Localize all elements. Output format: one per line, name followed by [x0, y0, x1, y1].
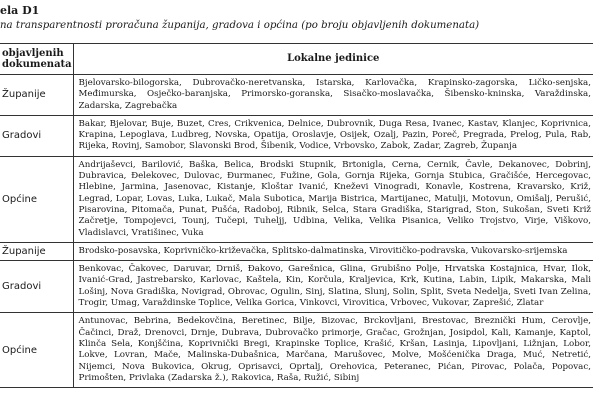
- table-row: [0, 75, 593, 116]
- table-row: [0, 313, 593, 388]
- table-row: [0, 261, 593, 313]
- table-row: [0, 115, 593, 156]
- row-category: Općine: [0, 313, 73, 388]
- table-title: ela D1: [0, 4, 40, 17]
- header-documents-line2: dokumenata: [2, 59, 72, 70]
- table-row: [0, 242, 593, 260]
- row-units: Andrijaševci, Barilović, Baška, Belica, Brodski Stupnik, Brtonigla, Cerna, Cernik, Čavle, Dekanovec, Dobrinj, Dubravica, Đelekovec, Dulovac, Đurmanec, Fužine, Gola, Gornja Rijeka, Gornja Stubica, Gračišće, Hercegovac, Hlebine, Jarmina, Jasenovac, Kistanje, Kloštar Ivanić, Kneževi Vinogradi, Konavle, Kostrena, Kravarsko, Križ, Legrad, Lopar, Lovas, Luka, Lukač, Mala Subotica, Marija Bistrica, Martijanec, Matulji, Motovun, Omišalj, Perušić, Pisarovina, Pitomača, Punat, Pušća, Radoboj, Ribnik, Selca, Stara Gradiška, Starigrad, Ston, Sukošan, Sveti Križ Začretje, Tompojevci, Tounj, Tučepi, Tuheljj, Udbina, Velika, Velika Pisanica, Veliko Trojstvo, Virje, Viškovo, Vladislavci, Vratišinec, Vuka: [73, 156, 593, 242]
- row-units: Bakar, Bjelovar, Buje, Buzet, Cres, Crikvenica, Delnice, Dubrovnik, Duga Resa, Ivanec, Kastav, Klanjec, Koprivnica, Krapina, Lepoglava, Ludbreg, Novska, Opatija, Oroslavje, Osijek, Ozalj, Pazin, Poreč, Pregrada, Prelog, Pula, Rab, Rijeka, Rovinj, Samobor, Slavonski Brod, Šibenik, Vodice, Vrbovsko, Zabok, Zadar, Zagreb, Županja: [73, 115, 593, 156]
- transparency-table: [0, 43, 593, 388]
- table-header-row: [0, 44, 593, 75]
- row-category: Županije: [0, 75, 73, 116]
- row-units: Benkovac, Čakovec, Daruvar, Drniš, Đakovo, Garešnica, Glina, Grubišno Polje, Hrvatska Kostajnica, Hvar, Ilok, Ivanić-Grad, Jastrebarsko, Karlovac, Kaštela, Kin, Korčula, Kraljevica, Krk, Kutina, Labin, Lipik, Makarska, Mali Lošinj, Nova Gradiška, Novigrad, Obrovac, Ogulin, Sinj, Slatina, Slunj, Solin, Split, Sveta Nedelja, Sveti Ivan Zelina, Trogir, Umag, Varaždinske Toplice, Velika Gorica, Vinkovci, Virovitica, Vrbovec, Vukovar, Zaprešić, Zlatar: [73, 261, 593, 313]
- row-units: Bjelovarsko-bilogorska, Dubrovačko-neretvanska, Istarska, Karlovačka, Krapinsko-zagorska, Ličko-senjska, Međimurska, Osječko-baranjska, Primorsko-goranska, Sisačko-moslavačka, Šibensko-kninska, Varaždinska, Zadarska, Zagrebačka: [73, 75, 593, 116]
- row-category: Općine: [0, 156, 73, 242]
- row-category: Gradovi: [0, 115, 73, 156]
- header-documents: [0, 44, 73, 75]
- table-row: [0, 156, 593, 242]
- row-category: Gradovi: [0, 261, 73, 313]
- row-units: Antunovac, Bebrina, Bedekovčina, Beretinec, Bilje, Bizovac, Brckovljani, Brestovac, Breznički Hum, Cerovlje, Čačinci, Draž, Drenovci, Drnje, Dubrava, Dubrovačko primorje, Gračac, Grožnjan, Josipdol, Kali, Kamanje, Kaptol, Klinča Sela, Konjščina, Koprivnički Bregi, Krapinske Toplice, Krašić, Kršan, Lasinja, Lipovljani, Ližnjan, Lobor, Lokve, Lovran, Mače, Malinska-Dubašnica, Marčana, Marušovec, Molve, Mošćenička Draga, Muć, Netretić, Nijemci, Nova Bukovica, Okrug, Oprisavci, Oprtalj, Orehovica, Peteranec, Pićan, Pirovac, Polača, Popovac, Primošten, Privlaka (Zadarska ž.), Rakovica, Raša, Ružić, Sibinj: [73, 313, 593, 388]
- header-local-units: Lokalne jedinice: [73, 44, 593, 75]
- header-documents-line1: objavljenih: [2, 47, 64, 59]
- row-units: Brodsko-posavska, Koprivničko-križevačka, Splitsko-dalmatinska, Virovitičko-podravska, Vukovarsko-srijemska: [73, 242, 593, 260]
- row-category: Županije: [0, 242, 73, 260]
- table-subtitle: na transparentnosti proračuna županija, gradova i općina (po broju objavljenih dokumenata): [0, 20, 480, 31]
